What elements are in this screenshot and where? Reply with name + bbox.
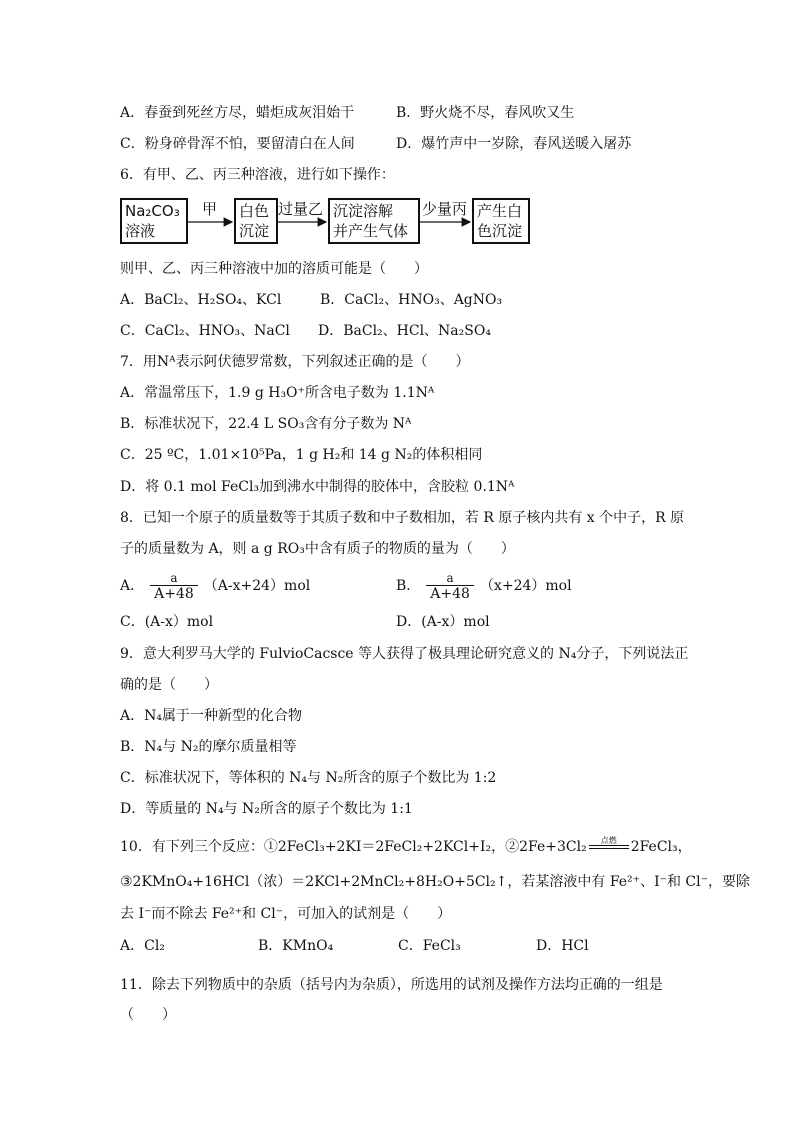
q10-line-3: 去 I⁻而不除去 Fe²⁺和 Cl⁻，可加入的试剂是（ ） (120, 906, 452, 922)
q6-option-c: C．CaCl₂、HNO₃、NaCl (120, 323, 290, 339)
q10-line-1-pre: 10．有下列三个反应：①2FeCl₃+2KI＝2FeCl₂+2KCl+I₂，②2Fe+3Cl₂ (120, 839, 587, 855)
q8-option-b-fraction (426, 571, 474, 602)
flow-box-3-top: 沉淀溶解 (333, 202, 394, 220)
q11-stem-line-1: 11．除去下列物质中的杂质（括号内为杂质），所选用的试剂及操作方法均正确的一组是 (120, 977, 663, 993)
flow-box-na2co3 (120, 198, 188, 244)
q8-stem-line-1: 8．已知一个原子的质量数等于其质子数和中子数相加，若 R 原子核内共有 x 个中子，R 原 (120, 510, 685, 526)
flow-label-3: 少量丙 (422, 200, 468, 218)
fraction-numerator: a (170, 570, 178, 585)
q8-option-b-label: B． (396, 578, 421, 594)
q5-option-a: A．春蚕到死丝方尽，蜡炬成灰泪始干 (120, 105, 355, 121)
q8-option-a-label: A． (120, 578, 145, 594)
flow-box-1-bottom: 溶液 (125, 222, 156, 240)
q6-flow-diagram (120, 196, 540, 248)
q5-option-d: D．爆竹声中一岁除，春风送暖入屠苏 (396, 136, 632, 152)
q10-line-1 (120, 838, 692, 856)
q9-option-b: B．N₄与 N₂的摩尔质量相等 (120, 739, 297, 755)
q10-option-b: B．KMnO₄ (258, 938, 334, 954)
q6-stem: 6．有甲、乙、丙三种溶液，进行如下操作： (120, 167, 395, 183)
flow-box-white-result (472, 198, 530, 244)
q10-option-a: A．Cl₂ (120, 938, 165, 954)
q9-option-a: A．N₄属于一种新型的化合物 (120, 708, 302, 724)
q10-line-1-post: 2FeCl₃， (630, 839, 692, 855)
q6-option-d: D．BaCl₂、HCl、Na₂SO₄ (318, 323, 491, 339)
q7-option-c: C．25 ºC，1.01×10⁵Pa，1 g H₂和 14 g N₂的体积相同 (120, 447, 483, 463)
flow-label-1: 甲 (202, 200, 218, 218)
q9-stem-line-2: 确的是（ ） (120, 677, 218, 693)
reaction-condition-label: 点燃 (600, 836, 617, 845)
q6-option-b: B．CaCl₂、HNO₃、AgNO₃ (320, 292, 503, 308)
q8-option-a-tail: （A-x+24）mol (203, 578, 311, 594)
q8-option-b-tail: （x+24）mol (479, 578, 572, 594)
fraction-denominator: A+48 (426, 585, 474, 602)
flow-box-4-top: 产生白 (477, 202, 523, 220)
flow-box-3-bottom: 并产生气体 (333, 222, 409, 240)
q5-option-b: B．野火烧不尽，春风吹又生 (396, 105, 575, 121)
q9-option-c: C．标准状况下，等体积的 N₄与 N₂所含的原子个数比为 1:2 (120, 770, 497, 786)
q10-option-d: D．HCl (536, 938, 589, 954)
flow-box-dissolve (328, 198, 420, 244)
q10-line-2: ③2KMnO₄+16HCl（浓）＝2KCl+2MnCl₂+8H₂O+5Cl₂↑，若某溶液中有 Fe²⁺、I⁻和 Cl⁻，要除 (120, 874, 751, 890)
q9-option-d: D．等质量的 N₄与 N₂所含的原子个数比为 1:1 (120, 801, 413, 817)
q6-question: 则甲、乙、丙三种溶液中加的溶质可能是（ ） (120, 261, 428, 277)
q8-option-c: C．(A-x）mol (120, 614, 214, 630)
q5-option-c: C．粉身碎骨浑不怕，要留清白在人间 (120, 136, 355, 152)
q9-stem-line-1: 9．意大利罗马大学的 FulvioCacsce 等人获得了极具理论研究意义的 N₄分子，下列说法正 (120, 646, 689, 662)
q8-option-a-fraction (150, 571, 198, 602)
q8-option-d: D．(A-x）mol (396, 614, 490, 630)
q7-option-b: B．标准状况下，22.4 L SO₃含有分子数为 Nᴬ (120, 416, 412, 432)
flow-box-2-bottom: 沉淀 (239, 222, 270, 240)
q7-stem: 7．用Nᴬ表示阿伏德罗常数，下列叙述正确的是（ ） (120, 354, 470, 370)
fraction-numerator: a (446, 570, 454, 585)
flow-label-2: 过量乙 (278, 200, 324, 218)
q8-option-b (396, 568, 572, 604)
q7-option-d: D．将 0.1 mol FeCl₃加到沸水中制得的胶体中，含胶粒 0.1Nᴬ (120, 479, 515, 495)
flow-box-1-top: Na₂CO₃ (125, 202, 180, 220)
fraction-denominator: A+48 (150, 585, 198, 602)
q8-option-a (120, 568, 310, 604)
q6-option-a: A．BaCl₂、H₂SO₄、KCl (120, 292, 282, 308)
reaction-condition-arrow (587, 838, 631, 856)
flow-box-2-top: 白色 (239, 202, 270, 220)
q11-stem-line-2: （ ） (120, 1007, 176, 1023)
q10-option-c: C．FeCl₃ (398, 938, 461, 954)
q8-stem-line-2: 子的质量数为 A，则 a g RO₃中含有质子的物质的量为（ ） (120, 541, 515, 557)
flow-box-white-precipitate (234, 198, 278, 244)
flow-box-4-bottom: 色沉淀 (477, 222, 523, 240)
q7-option-a: A．常温常压下，1.9 g H₃O⁺所含电子数为 1.1Nᴬ (120, 385, 435, 401)
